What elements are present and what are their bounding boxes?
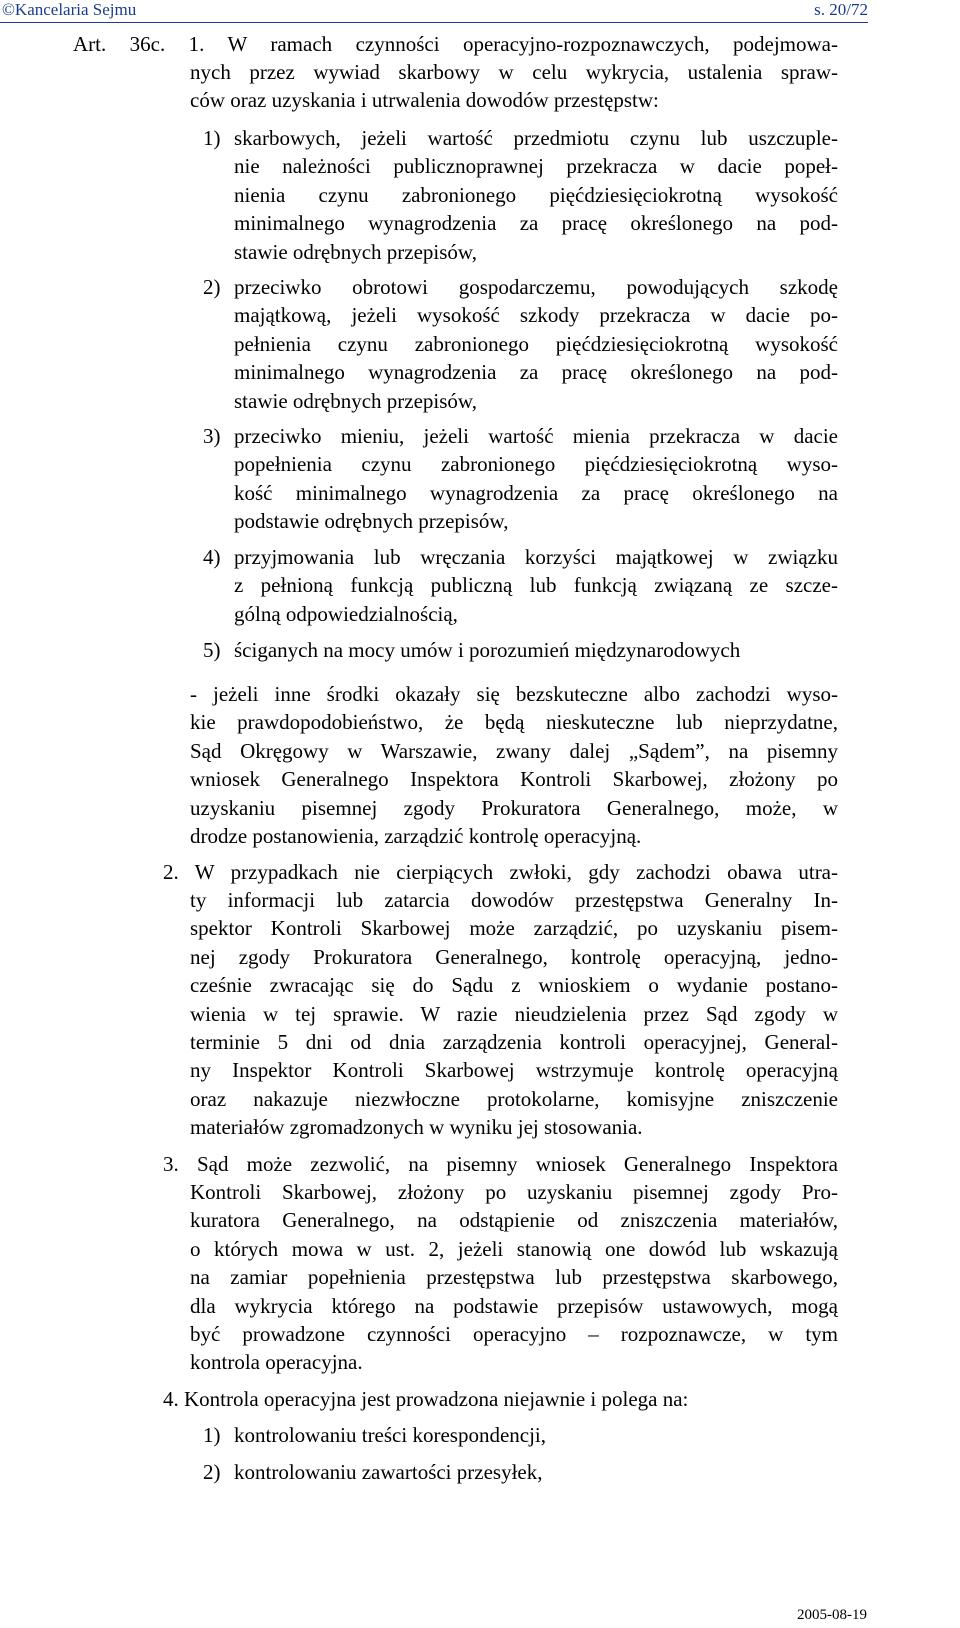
item-number: 2) <box>203 275 221 299</box>
text-line: minimalnego wynagrodzenia za pracę określonego na pod- <box>234 360 838 385</box>
text-line: cześnie zwracając się do Sądu z wnioskiem o wydanie postano- <box>190 973 838 998</box>
item-number: 2) <box>203 1460 221 1484</box>
text-line: kontrola operacyjna. <box>190 1350 363 1375</box>
paragraph-2 <box>190 886 838 1142</box>
text-line: wienia w tej sprawie. W razie nieudzielenia przez Sąd zgody w <box>190 1001 838 1026</box>
footer-date: 2005-08-19 <box>797 1607 867 1623</box>
text-line: stawie odrębnych przepisów, <box>234 239 477 264</box>
text-line: Art. 36c. 1. W ramach czynności operacyjno-rozpoznawczych, podejmowa- <box>73 32 838 56</box>
text-line: wniosek Generalnego Inspektora Kontroli Skarbowej, złożony po <box>190 767 838 792</box>
text-line: 2. W przypadkach nie cierpiących zwłoki, gdy zachodzi obawa utra- <box>163 860 838 884</box>
text-line: ty informacji lub zatarcia dowodów przestępstwa Generalny In- <box>190 888 838 912</box>
text-line: ściganych na mocy umów i porozumień międzynarodowych <box>234 638 741 662</box>
header-left: ©Kancelaria Sejmu <box>2 0 137 19</box>
paragraph-3 <box>190 1178 838 1377</box>
paragraph-3-first <box>163 1150 838 1178</box>
paragraph-2-first <box>163 858 838 886</box>
text-line: kontrolowaniu treści korespondencji, <box>234 1423 547 1447</box>
text-line: ny Inspektor Kontroli Skarbowej wstrzymuje kontrolę operacyjną <box>190 1058 838 1083</box>
text-line: o których mowa w ust. 2, jeżeli stanowią one dowód lub wskazują <box>190 1236 838 1261</box>
text-line: majątkową, jeżeli wysokość szkody przekracza w dacie po- <box>234 303 838 328</box>
text-line: stawie odrębnych przepisów, <box>234 388 477 413</box>
art-intro <box>73 30 838 58</box>
text-line: spektor Kontroli Skarbowej może zarządzić, po uzyskaniu pisem- <box>190 916 838 941</box>
item-number: 4) <box>203 545 221 569</box>
text-line: Kontroli Skarbowej, złożony po uzyskaniu pisemnej zgody Pro- <box>190 1180 838 1204</box>
text-line: kie prawdopodobieństwo, że będą nieskuteczne lub nieprzydatne, <box>190 710 838 735</box>
item-number: 3) <box>203 424 221 448</box>
paragraph-4-intro <box>163 1385 838 1413</box>
text-line: pełnienia czynu zabronionego pięćdziesięciokrotną wysokość <box>234 331 838 356</box>
text-line: przeciwko mieniu, jeżeli wartość mienia przekracza w dacie <box>234 424 838 448</box>
dash-paragraph <box>190 680 838 850</box>
text-line: Sąd Okręgowy w Warszawie, zwany dalej „Sądem”, na pisemny <box>190 738 838 763</box>
text-line: gólną odpowiedzialnością, <box>234 601 458 626</box>
text-line: 3. Sąd może zezwolić, na pisemny wniosek Generalnego Inspektora <box>163 1152 838 1176</box>
text-line: nienia czynu zabronionego pięćdziesięciokrotną wysokość <box>234 182 838 207</box>
art-intro-cont <box>190 58 838 115</box>
text-line: przyjmowania lub wręczania korzyści majątkowej w związku <box>234 545 838 569</box>
text-line: kontrolowaniu zawartości przesyłek, <box>234 1460 543 1484</box>
text-line: z pełnioną funkcją publiczną lub funkcją związaną ze szcze- <box>234 573 838 598</box>
item-number: 1) <box>203 126 221 150</box>
text-line: skarbowych, jeżeli wartość przedmiotu czynu lub uszczuple- <box>234 126 838 150</box>
header-right: s. 20/72 <box>814 0 868 19</box>
item-number: 1) <box>203 1423 221 1447</box>
text-line: nych przez wywiad skarbowy w celu wykrycia, ustalenia spraw- <box>190 60 838 84</box>
text-line: nej zgody Prokuratora Generalnego, kontrolę operacyjną, jedno- <box>190 944 838 969</box>
text-line: kuratora Generalnego, na odstąpienie od zniszczenia materiałów, <box>190 1208 838 1233</box>
text-line: dla wykrycia którego na podstawie przepisów ustawowych, mogą <box>190 1293 838 1318</box>
text-line: - jeżeli inne środki okazały się bezskuteczne albo zachodzi wyso- <box>190 682 838 706</box>
text-line: drodze postanowienia, zarządzić kontrolę operacyjną. <box>190 824 642 849</box>
item-number: 5) <box>203 638 221 662</box>
text-line: oraz nakazuje niezwłoczne protokolarne, komisyjne zniszczenie <box>190 1086 838 1111</box>
text-line: popełnienia czynu zabronionego pięćdziesięciokrotną wyso- <box>234 452 838 477</box>
text-line: uzyskaniu pisemnej zgody Prokuratora Generalnego, może, w <box>190 795 838 820</box>
text-line: kość minimalnego wynagrodzenia za pracę określonego na <box>234 480 838 505</box>
text-line: 4. Kontrola operacyjna jest prowadzona niejawnie i polega na: <box>163 1387 689 1411</box>
text-line: ców oraz uzyskania i utrwalenia dowodów przestępstw: <box>190 88 659 113</box>
text-line: podstawie odrębnych przepisów, <box>234 509 509 534</box>
text-line: minimalnego wynagrodzenia za pracę określonego na pod- <box>234 211 838 236</box>
text-line: być prowadzone czynności operacyjno – rozpoznawcze, w tym <box>190 1322 838 1347</box>
header-rule <box>0 22 868 23</box>
text-line: nie należności publicznoprawnej przekracza w dacie popeł- <box>234 154 838 179</box>
text-line: materiałów zgromadzonych w wyniku jej stosowania. <box>190 1115 643 1140</box>
text-line: terminie 5 dni od dnia zarządzenia kontroli operacyjnej, General- <box>190 1030 838 1055</box>
text-line: na zamiar popełnienia przestępstwa lub przestępstwa skarbowego, <box>190 1265 838 1290</box>
text-line: przeciwko obrotowi gospodarczemu, powodujących szkodę <box>234 275 838 299</box>
